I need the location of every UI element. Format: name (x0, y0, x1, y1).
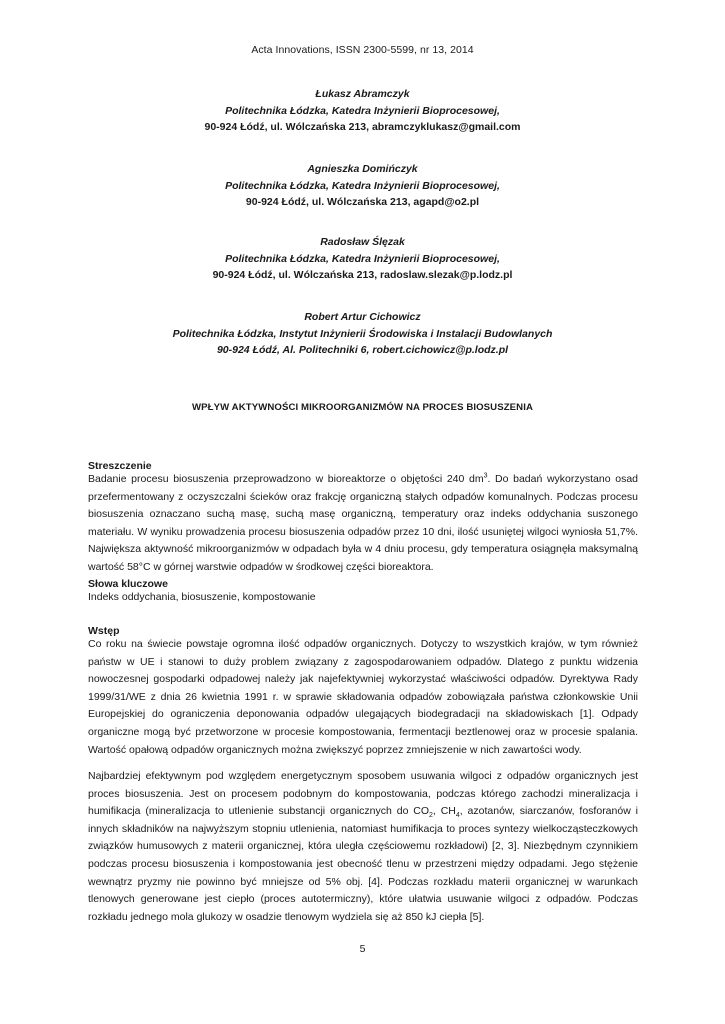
abstract-text-part: . Do badań wykorzystano osad przefermentowany z oczyszczalni ścieków oraz frakcję organiczną stałych odpadów komunalnych. Podczas procesu biosuszenia oznaczano suchą masę, suchą masę organiczną, temperatury oraz indeks oddychania suszonego materiału. W wyniku prowadzenia procesu biosuszenia odpadów przez 10 dni, ilość usuniętej wilgoci wyniosła 51,7%. Największa aktywność mikroorganizmów w odpadach była w 4 dniu procesu, gdy temperatura osiągnęła maksymalną wartość 58°C w górnej warstwie odpadów w środkowej części bioreaktora. (88, 473, 638, 573)
author-name: Łukasz Abramczyk (315, 88, 410, 100)
intro-paragraph-2 (88, 768, 638, 926)
author-address: 90-924 Łódź, Al. Politechniki 6, robert.cichowicz@p.lodz.pl (216, 344, 509, 356)
author-block-1 (0, 86, 725, 136)
author-affiliation: Politechnika Łódzka, Katedra Inżynierii Bioprocesowej, (225, 252, 500, 265)
author-address: 90-924 Łódź, ul. Wólczańska 213, abramczyklukasz@gmail.com (204, 121, 521, 133)
author-address: 90-924 Łódź, ul. Wólczańska 213, agapd@o2.pl (245, 196, 480, 208)
intro-paragraph-1: Co roku na świecie powstaje ogromna ilość odpadów organicznych. Dotyczy to wszystkich krajów, w tym również państw w UE i stanowi to duży problem związany z zagospodarowaniem odpadów. Dlatego z punktu widzenia nowoczesnej gospodarki odpadowej należy jak najefektywniej wykorzystać właściwości odpadów. Dyrektywa Rady 1999/31/WE z dnia 26 kwietnia 1991 r. w sprawie składowania odpadów zobowiązała państwa członkowskie Unii Europejskiej do ograniczenia deponowania odpadów ulegających biodegradacji na składowiskach [1]. Odpady organiczne mogą być przetworzone w procesie kompostowania, fermentacji beztlenowej oraz w procesie spalania. Wartość opałową odpadów organicznych można zwiększyć poprzez zmniejszenie w nich zawartości wody. (88, 638, 638, 756)
author-affiliation: Politechnika Łódzka, Katedra Inżynierii Bioprocesowej, (225, 104, 500, 117)
abstract-text-part: Badanie procesu biosuszenia przeprowadzono w bioreaktorze o objętości 240 dm (88, 473, 484, 485)
author-address: 90-924 Łódź, ul. Wólczańska 213, radoslaw.slezak@p.lodz.pl (212, 269, 513, 281)
subscript: 4 (455, 812, 460, 820)
subscript: 2 (429, 812, 433, 820)
author-block-3 (0, 234, 725, 284)
intro-heading: Wstęp (88, 625, 120, 637)
author-name: Robert Artur Cichowicz (304, 311, 421, 323)
author-block-2 (0, 161, 725, 211)
keywords-heading: Słowa kluczowe (88, 578, 168, 590)
page-number: 5 (359, 943, 366, 955)
intro-text-part: Najbardziej efektywnym pod względem energetycznym sposobem usuwania wilgoci z odpadów organicznych jest proces biosuszenia. Jest on procesem podobnym do kompostowania, podczas którego zachodzi mineralizacja i humifikacja (mineralizacja to utlenienie substancji organicznych do CO (88, 770, 638, 818)
superscript: 3 (483, 472, 488, 480)
author-block-4 (0, 309, 725, 359)
keywords-text: Indeks oddychania, biosuszenie, kompostowanie (88, 591, 316, 603)
intro-text-part: , azotanów, siarczanów, fosforanów i innych składników na najwyższym stopniu utlenienia, natomiast humifikacja to proces syntezy wielkocząsteczkowych związków humusowych z materii organicznej, która uległa częściowemu rozkładowi) [2, 3]. Niezbędnym czynnikiem podczas procesu biosuszenia i kompostowania jest obecność tlenu w przestrzeni między odpadami. Jego stężenie wewnątrz pryzmy nie powinno być mniejsze od 5% obj. [4]. Podczas rozkładu materii organicznej w warunkach tlenowych generowane jest ciepło (proces autotermiczny), które ułatwia usuwanie wilgoci z odpadów. Podczas rozkładu jednego mola glukozy w osadzie tlenowym wydziela się aż 850 kJ ciepła [5]. (88, 805, 638, 923)
running-head: Acta Innovations, ISSN 2300-5599, nr 13, 2014 (251, 44, 474, 56)
abstract-text (88, 471, 638, 577)
author-affiliation: Politechnika Łódzka, Instytut Inżynierii Środowiska i Instalacji Budowlanych (172, 327, 553, 340)
author-name: Radosław Ślęzak (320, 236, 405, 248)
paper-title: WPŁYW AKTYWNOŚCI MIKROORGANIZMÓW NA PROCES BIOSUSZENIA (192, 402, 533, 413)
author-affiliation: Politechnika Łódzka, Katedra Inżynierii Bioprocesowej, (225, 179, 500, 192)
abstract-heading: Streszczenie (88, 460, 152, 472)
intro-text-part: , CH (432, 805, 456, 818)
author-name: Agnieszka Domińczyk (307, 163, 418, 175)
